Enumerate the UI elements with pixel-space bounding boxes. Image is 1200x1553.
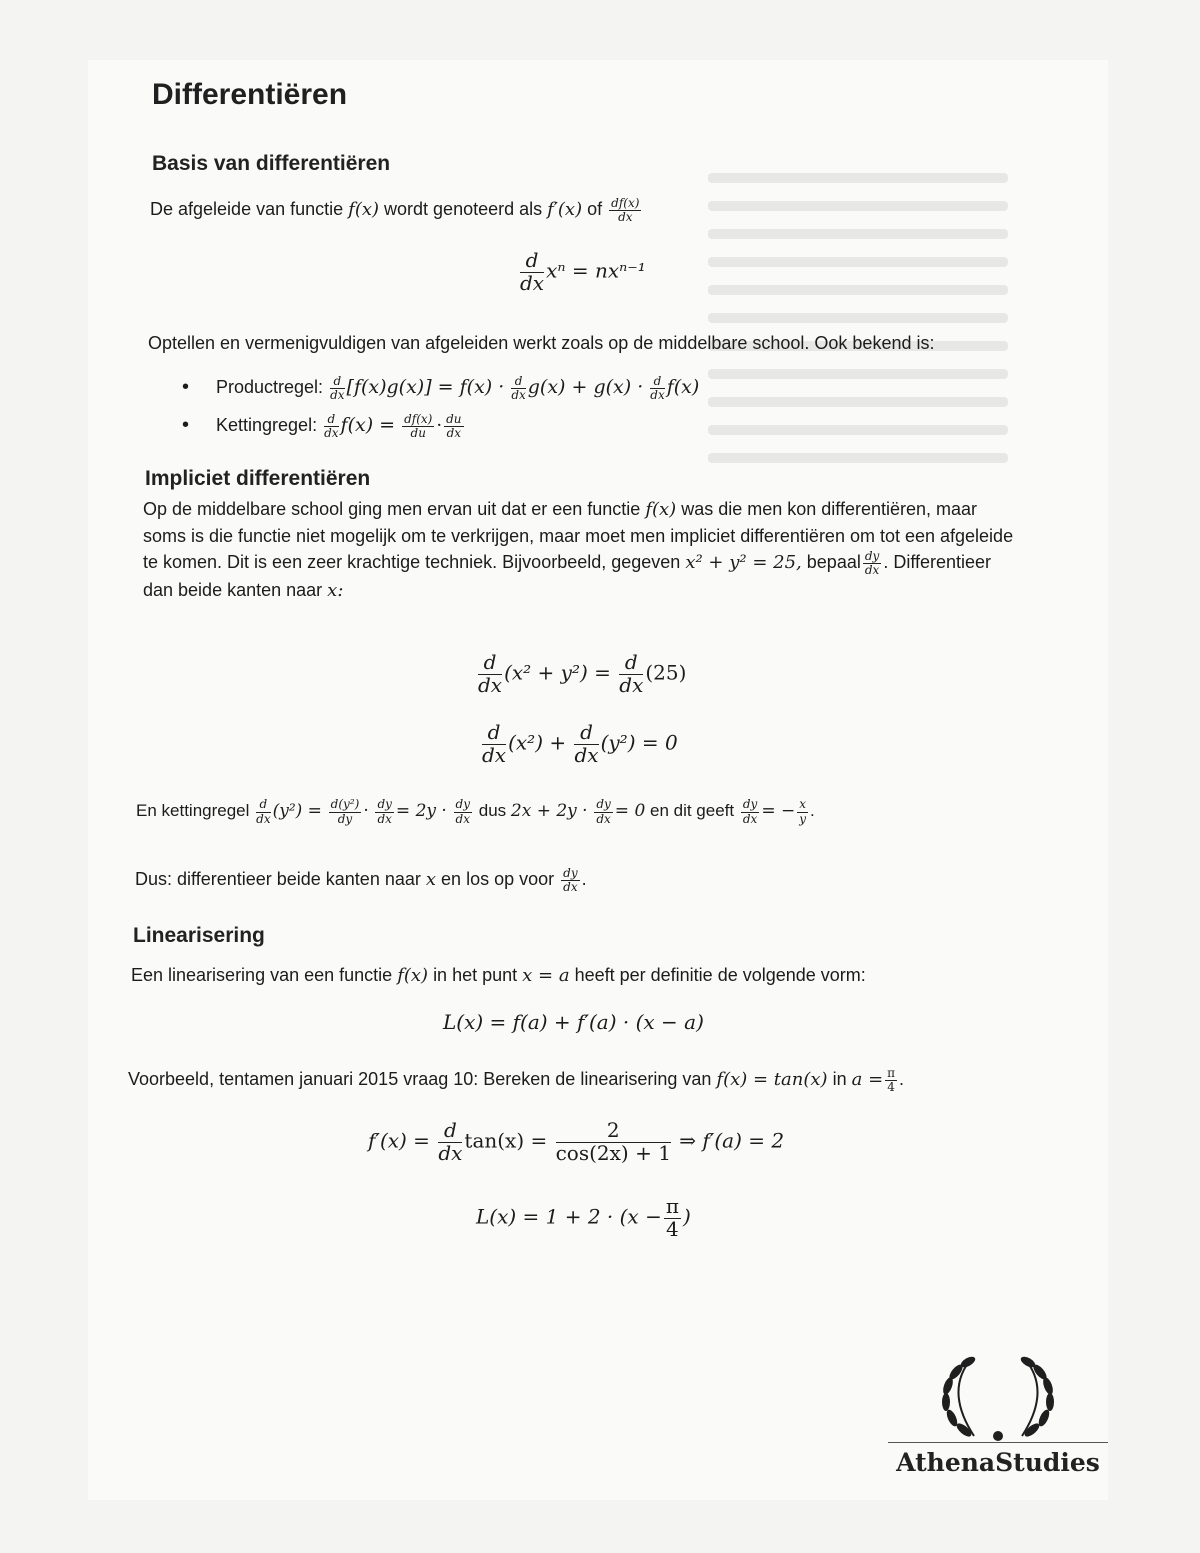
dus-line: Dus: differentieer beide kanten naar x en los op voor $\frac{dy}{dx}$ . bbox=[135, 865, 587, 895]
heading-linearisering: Linearisering bbox=[133, 924, 265, 947]
linearisering-definition-text: Een linearisering van een functie f(x) in het punt x = a heeft per definitie de volgende vorm: bbox=[131, 965, 866, 986]
example-line: Voorbeeld, tentamen januari 2015 vraag 10: Bereken de linearisering van f(x) = tan(x) in a = $\frac{\pi}{4}$ . bbox=[128, 1065, 905, 1095]
chain-rule-line: En kettingregel $\frac{d}{dx}$ (y²) = $\frac{\text{d(y²)}}{dy}$ · $\frac{dy}{dx}$ = 2y · $\frac{dy}{dx}$ dus 2x + 2y · $\frac{dy}{dx}$ = 0 en dit geeft $\frac{dy}{dx}$ = − $\frac{x}{y}$ . bbox=[136, 797, 815, 826]
derivative-equation: f′(x) = $\frac{d}{dx}$ tan(x) = $\frac{2}{\cos(2x) + 1}$ ⇒ f′(a) = 2 bbox=[368, 1118, 785, 1165]
page-title: Differentiëren bbox=[152, 78, 348, 111]
heading-impliciet: Impliciet differentiëren bbox=[145, 467, 371, 490]
implicit-equation-1: $\frac{d}{dx}$ (x² + y²) = $\frac{d}{dx}$ (25) bbox=[478, 650, 687, 697]
product-rule-item: • Productregel: $\frac{d}{dx}$ [f(x)g(x)] = f(x) · $\frac{d}{dx}$ g(x) + g(x) · $\frac{d}{dx}$ f(x) bbox=[178, 368, 699, 406]
athenastudies-logo bbox=[888, 1350, 1108, 1500]
power-rule-equation: $\frac{d}{dx}$ xⁿ = nxⁿ⁻¹ bbox=[520, 248, 646, 295]
linearisering-result: L(x) = 1 + 2 · (x − $\frac{\pi}{4}$ ) bbox=[476, 1194, 691, 1241]
df-dx-fraction: $\frac{df(x)}{dx}$ bbox=[611, 195, 640, 225]
linearisering-definition-equation: L(x) = f(a) + f′(a) · (x − a) bbox=[443, 1010, 704, 1034]
implicit-paragraph: Op de middelbare school ging men ervan uit dat er een functie f(x) was die men kon differentiëren, maar soms is die functie niet mogelijk om te verkrijgen, maar moet men impliciet differentiëren om tot een afgeleide te komen. Dit is een zeer krachtige techniek. Bijvoorbeeld, gegeven x² + y² = 25, bepaal $\frac{dy}{dx}$ . Differentieer dan beide kanten naar x: bbox=[143, 499, 1014, 601]
logo-wordmark: AthenaStudies bbox=[896, 1448, 1100, 1477]
logo-divider bbox=[888, 1442, 1108, 1443]
rules-list bbox=[178, 368, 699, 444]
sum-rule-text: Optellen en vermenigvuldigen van afgeleiden werkt zoals op de middelbare school. Ook bekend is: bbox=[148, 333, 935, 353]
chain-rule-item: • Kettingregel: $\frac{d}{dx}$ f(x) = $\frac{df(x)}{du}$ · $\frac{du}{dx}$ bbox=[178, 406, 699, 444]
heading-basis: Basis van differentiëren bbox=[152, 152, 391, 175]
intro-line: De afgeleide van functie f(x) wordt genoteerd als f′(x) of $\frac{df(x)}{dx}$ bbox=[150, 195, 640, 225]
implicit-equation-2: $\frac{d}{dx}$ (x²) + $\frac{d}{dx}$ (y²) = 0 bbox=[482, 720, 678, 767]
laurel-wreath-icon bbox=[888, 1350, 1108, 1442]
